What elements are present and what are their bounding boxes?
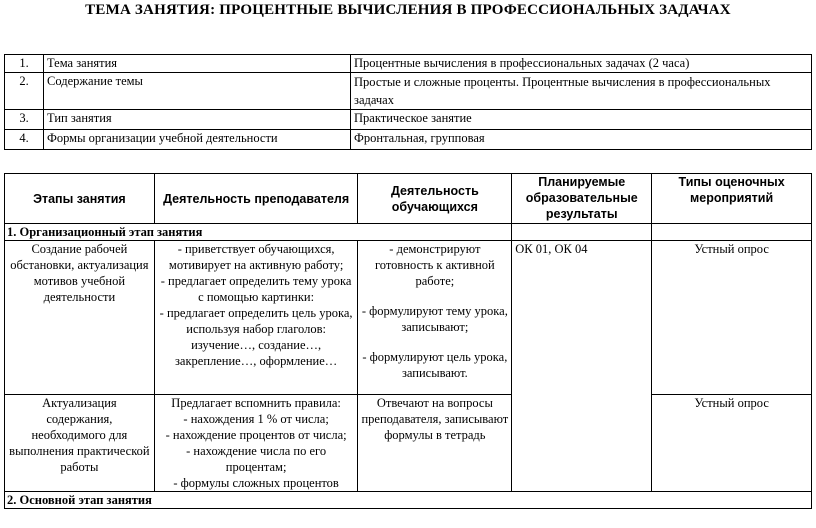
- row-number: 3.: [5, 110, 44, 130]
- page-title: ТЕМА ЗАНЯТИЯ: ПРОЦЕНТНЫЕ ВЫЧИСЛЕНИЯ В ПРОФЕССИОНАЛЬНЫХ ЗАДАЧАХ: [85, 2, 731, 18]
- row-number: 4.: [5, 130, 44, 150]
- row-label: Формы организации учебной деятельности: [44, 130, 351, 150]
- header-results: Планируемые образовательные результаты: [512, 174, 652, 224]
- stage-cell: Создание рабочей обстановки, актуализация мотивов учебной деятельности: [5, 241, 155, 395]
- results-cell: ОК 01, ОК 04: [512, 241, 652, 492]
- table-row: [5, 110, 812, 130]
- header-assessment: Типы оценочных мероприятий: [652, 174, 812, 224]
- table-row: [5, 395, 812, 492]
- header-stages: Этапы занятия: [5, 174, 155, 224]
- table-row: [5, 130, 812, 150]
- row-label: Содержание темы: [44, 73, 351, 110]
- assessment-cell: Устный опрос: [652, 395, 812, 492]
- row-value: Фронтальная, групповая: [351, 130, 812, 150]
- section-title: 1. Организационный этап занятия: [5, 224, 512, 241]
- header-teacher: Деятельность преподавателя: [154, 174, 358, 224]
- student-activity: - демонстрируют готовность к активной работе; - формулируют тему урока, записывают; - формулируют цель урока, записывают.: [358, 241, 512, 395]
- row-value: Простые и сложные проценты. Процентные вычисления в профессиональных задачах: [351, 73, 812, 110]
- section-title: 2. Основной этап занятия: [5, 492, 812, 509]
- header-row: [5, 174, 812, 224]
- student-activity: Отвечают на вопросы преподавателя, записывают формулы в тетрадь: [358, 395, 512, 492]
- row-value: Практическое занятие: [351, 110, 812, 130]
- lesson-plan-table: [4, 173, 812, 509]
- row-value: Процентные вычисления в профессиональных задачах (2 часа): [351, 55, 812, 73]
- header-students: Деятельность обучающихся: [358, 174, 512, 224]
- section-row: [5, 224, 812, 241]
- section-row: [5, 492, 812, 509]
- table-row: [5, 241, 812, 395]
- table-row: [5, 73, 812, 110]
- row-label: Тема занятия: [44, 55, 351, 73]
- lesson-info-table: [4, 54, 812, 150]
- teacher-activity: Предлагает вспомнить правила: - нахождения 1 % от числа; - нахождение процентов от числа; - нахождение числа по его процентам; - формулы сложных процентов: [154, 395, 358, 492]
- row-number: 1.: [5, 55, 44, 73]
- assessment-cell: Устный опрос: [652, 241, 812, 395]
- table-row: [5, 55, 812, 73]
- teacher-activity: - приветствует обучающихся, мотивирует на активную работу; - предлагает определить тему урока с помощью картинки: - предлагает определить цель урока, используя набор глаголов: изучение…, создание…, закрепление…, оформление…: [154, 241, 358, 395]
- row-label: Тип занятия: [44, 110, 351, 130]
- row-number: 2.: [5, 73, 44, 110]
- stage-cell: Актуализация содержания, необходимого для выполнения практической работы: [5, 395, 155, 492]
